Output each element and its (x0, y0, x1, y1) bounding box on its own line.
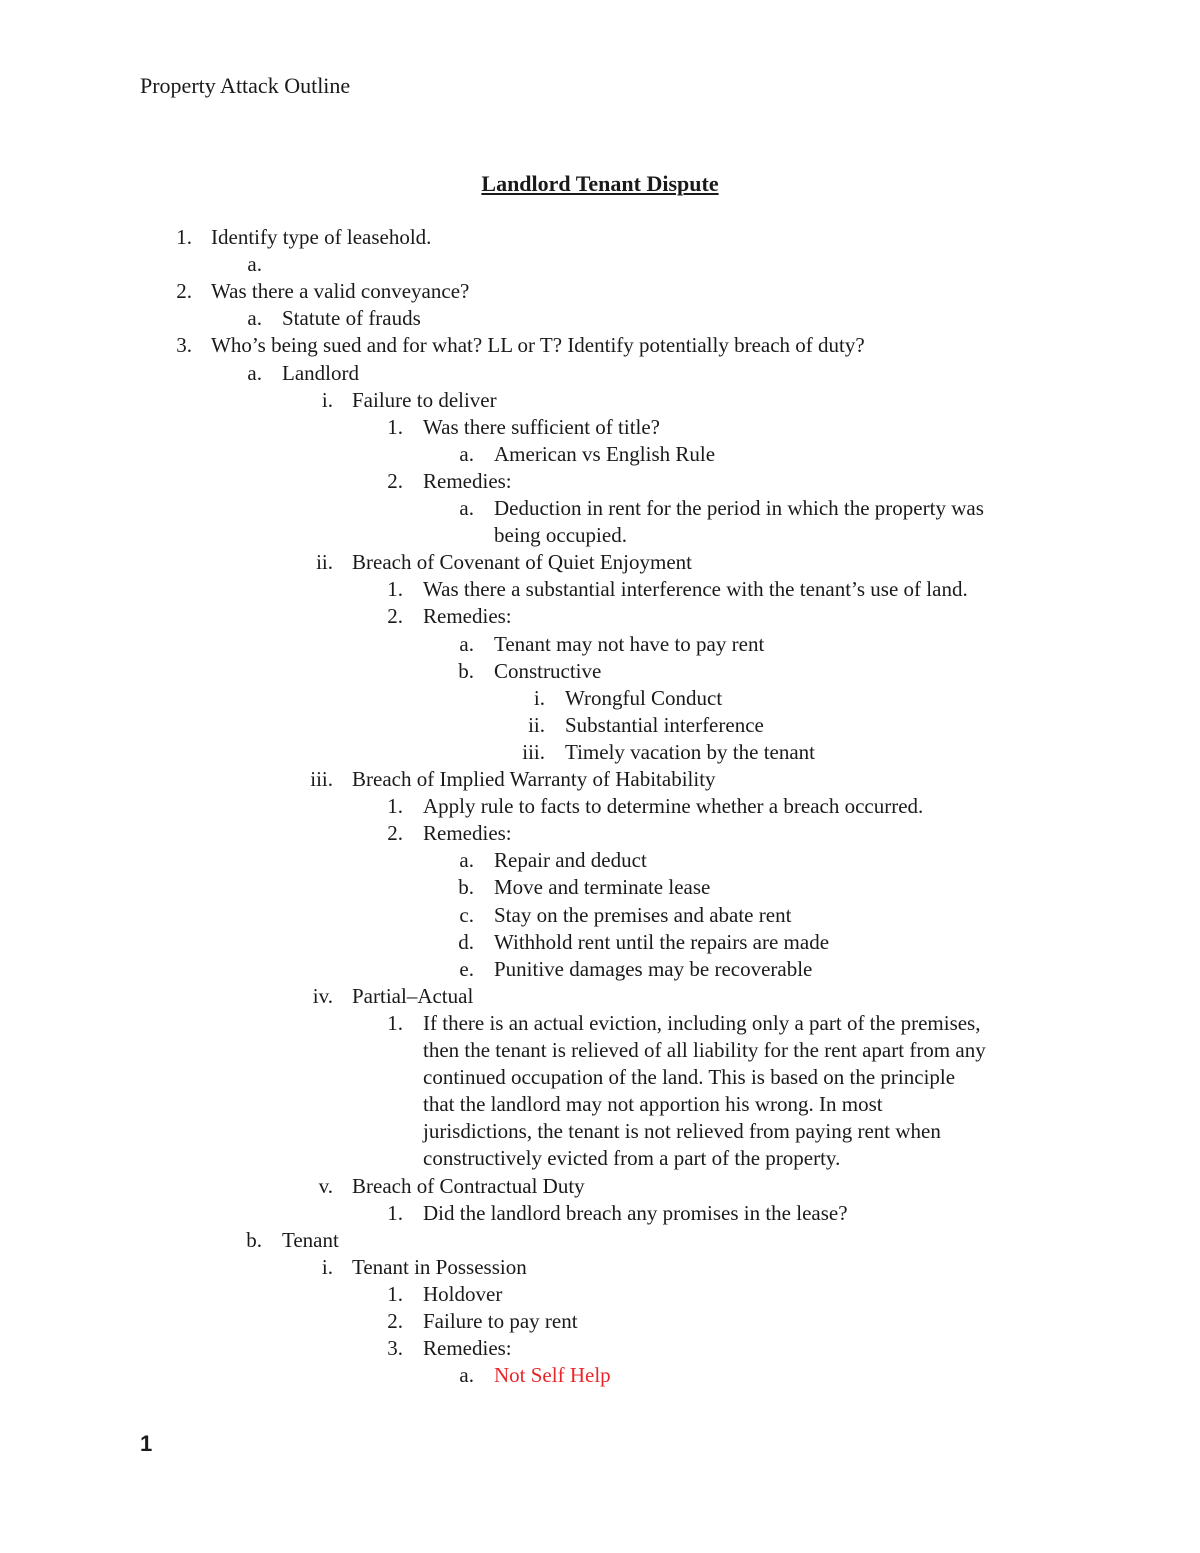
outline-item (0, 846, 1200, 874)
outline-item-text: Remedies: (423, 1336, 512, 1361)
outline-item-text: Identify type of leasehold. (211, 225, 432, 249)
outline-item-text: being occupied. (494, 523, 627, 548)
outline-item-text: Repair and deduct (494, 848, 647, 873)
document-header: Property Attack Outline (140, 73, 351, 98)
outline-item (0, 1036, 1200, 1064)
outline-item-label: ii. (528, 712, 545, 737)
outline-item (0, 711, 1200, 739)
outline-item-label: a. (459, 631, 474, 656)
outline-item-text: Failure to pay rent (423, 1309, 578, 1333)
outline-item (0, 602, 1200, 630)
outline-item (0, 1199, 1200, 1227)
outline-item-label: e. (459, 956, 474, 981)
outline-item-text: Did the landlord breach any promises in the lease? (423, 1200, 848, 1225)
outline-item (0, 1144, 1200, 1172)
outline-item (0, 1253, 1200, 1281)
outline-item-label: ii. (316, 550, 333, 575)
outline-item (0, 386, 1200, 414)
outline-item-label: 1. (387, 1281, 403, 1306)
outline-item-label: 2. (387, 604, 403, 629)
outline-item-text: Apply rule to facts to determine whether a breach occurred. (423, 794, 924, 819)
outline-item-label: i. (321, 387, 333, 412)
outline-item-label: 1. (387, 414, 403, 439)
outline-item-label: iii. (310, 767, 333, 791)
outline-item (0, 440, 1200, 468)
outline-item-text: that the landlord may not apportion his wrong. In most (423, 1092, 883, 1117)
outline-item-label: iv. (312, 983, 333, 1008)
outline-item-text: Was there a substantial interference with the tenant’s use of land. (423, 577, 968, 602)
outline-item-text: Withhold rent until the repairs are made (494, 929, 830, 954)
outline-item-label: c. (459, 902, 474, 927)
outline-item-label: b. (458, 658, 474, 683)
outline-item (0, 1226, 1200, 1254)
outline-item-label: i. (321, 1254, 333, 1279)
outline-item-label: 1. (176, 225, 192, 249)
title-text: Landlord Tenant Dispute (481, 171, 719, 196)
outline-item-label: a. (247, 360, 262, 385)
outline-item-text: Landlord (282, 360, 359, 385)
outline-item (0, 413, 1200, 441)
outline-item (0, 467, 1200, 495)
page-number: 1 (140, 1431, 153, 1456)
outline-item-text: Tenant may not have to pay rent (494, 631, 765, 656)
outline-item (0, 765, 1200, 793)
outline-item-label: a. (247, 306, 262, 331)
outline-item-label: i. (533, 685, 545, 710)
outline-item-label: 1. (387, 1200, 403, 1225)
outline-item (0, 359, 1200, 387)
outline-item (0, 873, 1200, 901)
outline-item-text: Tenant (282, 1227, 339, 1252)
outline-item-text: Was there a valid conveyance? (211, 279, 470, 304)
outline-item-label: v. (318, 1173, 333, 1198)
outline-item (0, 630, 1200, 658)
outline-item (0, 1090, 1200, 1118)
outline-item-label: a. (459, 441, 474, 466)
outline-item-text: American vs English Rule (494, 441, 716, 466)
outline-item (0, 901, 1200, 929)
outline-item (0, 982, 1200, 1010)
outline-item-text: Tenant in Possession (352, 1254, 527, 1279)
outline-item-label: 1. (387, 794, 403, 819)
outline-item (0, 738, 1200, 766)
outline-item-text: Partial–Actual (352, 983, 474, 1008)
document-title (0, 170, 1200, 198)
outline-item-text: Breach of Covenant of Quiet Enjoyment (352, 550, 692, 575)
outline-item (0, 1009, 1200, 1037)
outline-item (0, 819, 1200, 847)
outline-item-text: Timely vacation by the tenant (565, 739, 816, 764)
outline-item (0, 331, 1200, 359)
outline-item-label: 2. (387, 821, 403, 846)
outline-item-label: a. (459, 496, 474, 520)
outline-item (0, 250, 1200, 278)
outline-item-text: Punitive damages may be recoverable (494, 956, 813, 981)
outline-item-text: continued occupation of the land. This is based on the principle (423, 1065, 956, 1090)
outline-item-label: 1. (387, 577, 403, 602)
outline-item-text: Deduction in rent for the period in which the property was (494, 496, 984, 520)
outline-item (0, 792, 1200, 820)
outline-item-label: iii. (522, 739, 545, 764)
outline-item-text: Move and terminate lease (494, 875, 711, 900)
outline-item-text: Holdover (423, 1281, 503, 1306)
outline-item-text: Who’s being sued and for what? LL or T? Identify potentially breach of duty? (211, 333, 865, 358)
outline-item-text: Remedies: (423, 604, 512, 629)
outline-item (0, 494, 1200, 522)
outline-item-text: jurisdictions, the tenant is not relieved from paying rent when (423, 1119, 941, 1144)
outline-item-text: Breach of Implied Warranty of Habitability (352, 767, 716, 791)
outline-item-label: 1. (387, 1010, 403, 1035)
outline-item-text: Was there sufficient of title? (423, 414, 660, 439)
outline-item-label: a. (459, 848, 474, 873)
outline-item-text: Failure to deliver (352, 387, 497, 412)
outline-item (0, 1361, 1200, 1389)
outline-item (0, 1307, 1200, 1335)
outline-item-label: 2. (387, 1309, 403, 1333)
outline-item (0, 277, 1200, 305)
outline-item-text: then the tenant is relieved of all liability for the rent apart from any (423, 1038, 986, 1062)
outline-item (0, 1334, 1200, 1362)
outline-item (0, 1280, 1200, 1308)
outline-item-text: Wrongful Conduct (565, 685, 723, 710)
outline-item-text: Constructive (494, 658, 602, 683)
outline-item-label: d. (458, 929, 474, 954)
outline-item-text: Stay on the premises and abate rent (494, 902, 792, 927)
outline-item (0, 521, 1200, 549)
outline-item (0, 575, 1200, 603)
outline-item (0, 1063, 1200, 1091)
outline-item (0, 223, 1200, 251)
outline-item (0, 1172, 1200, 1200)
outline-item (0, 548, 1200, 576)
outline-item-label: a. (247, 252, 262, 277)
outline-item-text: Breach of Contractual Duty (352, 1173, 585, 1198)
outline-item-label: 2. (176, 279, 192, 304)
outline-item (0, 928, 1200, 956)
outline-item-label: a. (459, 1363, 474, 1388)
outline-item-label: b. (458, 875, 474, 900)
outline-item-text: Substantial interference (565, 712, 764, 737)
outline-item (0, 684, 1200, 712)
outline-item (0, 304, 1200, 332)
outline-item-text: Statute of frauds (282, 306, 421, 331)
outline-item (0, 955, 1200, 983)
outline-item (0, 657, 1200, 685)
outline-item-text: If there is an actual eviction, including only a part of the premises, (423, 1010, 981, 1035)
outline-item-text: Not Self Help (494, 1363, 611, 1388)
outline-item-text: Remedies: (423, 468, 512, 493)
outline-item-label: 3. (387, 1336, 403, 1361)
outline-item-label: b. (246, 1227, 262, 1252)
outline-item-label: 2. (387, 468, 403, 493)
outline-item (0, 1117, 1200, 1145)
outline-item-label: 3. (176, 333, 192, 358)
outline-item-text: constructively evicted from a part of the property. (423, 1146, 841, 1171)
outline-item-text: Remedies: (423, 821, 512, 846)
